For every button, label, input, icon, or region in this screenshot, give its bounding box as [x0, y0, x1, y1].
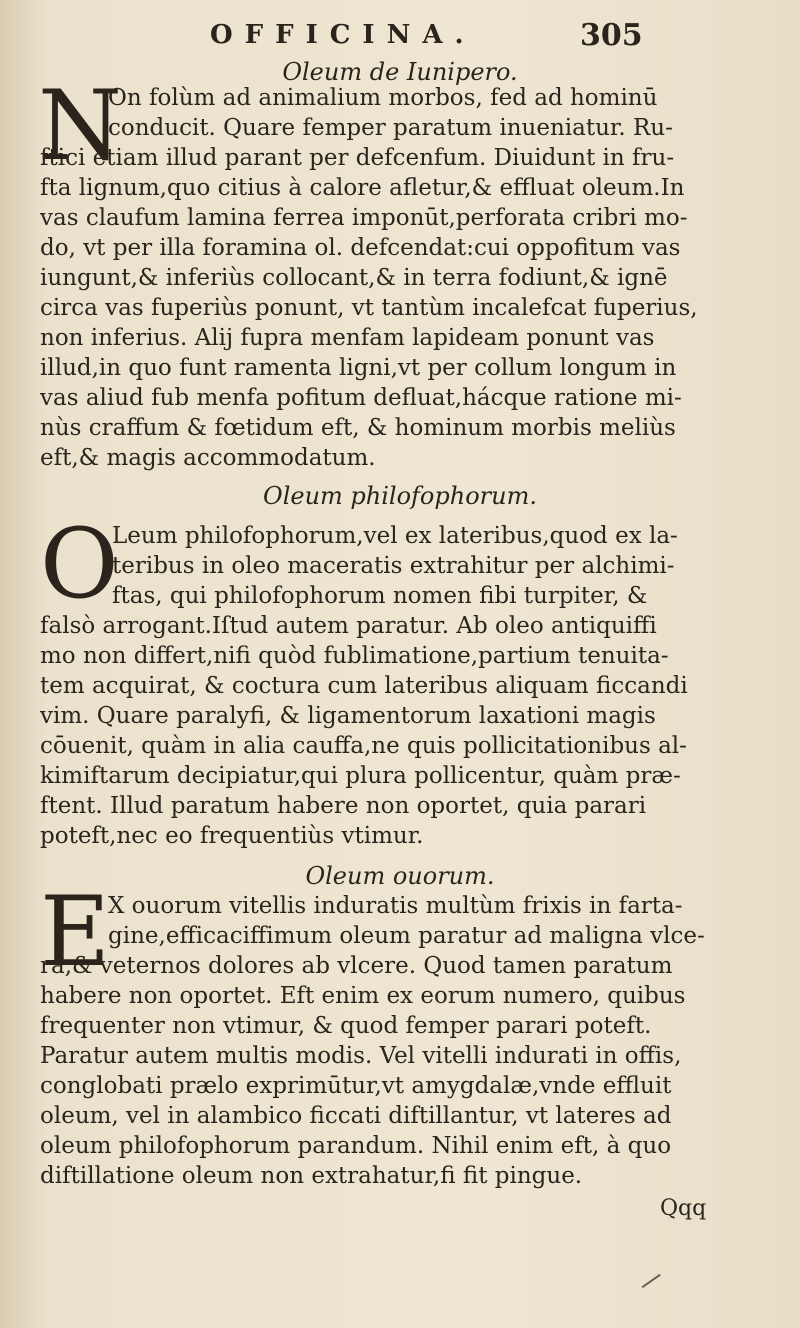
text-line: ftici etiam illud parant per defcenfum. Diuidunt in fru-	[40, 145, 675, 171]
text-line: frequenter non vtimur, & quod femper parari poteft.	[40, 1013, 652, 1039]
text-line: ftent. Illud paratum habere non oportet, quia parari	[40, 793, 647, 819]
text-line: ra,& veternos dolores ab vlcere. Quod tamen paratum	[40, 953, 673, 979]
text-line: circa vas fuperiùs ponunt, vt tantùm incalefcat fuperius,	[40, 295, 698, 321]
text-line: Paratur autem multis modis. Vel vitelli indurati in offis,	[40, 1043, 682, 1069]
text-line: teribus in oleo maceratis extrahitur per alchimi-	[112, 553, 675, 579]
text-line: vas aliud fub menfa pofitum defluat,hácque ratione mi-	[40, 385, 682, 411]
text-line: non inferius. Alij fupra menfam lapideam ponunt vas	[40, 325, 655, 351]
text-line: nùs craffum & fœtidum eft, & hominum morbis meliùs	[40, 415, 676, 441]
text-line: oleum, vel in alambico ficcati diftillantur, vt lateres ad	[40, 1103, 672, 1129]
text-line: cōuenit, quàm in alia cauffa,ne quis pollicitationibus al-	[40, 733, 687, 759]
drop-initial: E	[40, 876, 111, 988]
text-line: On folùm ad animalium morbos, fed ad hominū	[108, 85, 658, 111]
drop-initial: O	[40, 508, 119, 620]
text-line: gine,efficaciffimum oleum paratur ad maligna vlce-	[108, 923, 705, 949]
text-line: habere non oportet. Eft enim ex eorum numero, quibus	[40, 983, 686, 1009]
text-line: fta lignum,quo citius à calore afletur,& effluat oleum.In	[40, 175, 685, 201]
text-line: iungunt,& inferiùs collocant,& in terra fodiunt,& ignē	[40, 265, 668, 291]
text-line: ftas, qui philofophorum nomen fibi turpiter, &	[112, 583, 648, 609]
ink-mark	[642, 1274, 661, 1288]
section-title: Oleum ouorum.	[305, 862, 495, 890]
running-head	[0, 18, 800, 52]
text-line: illud,in quo funt ramenta ligni,vt per collum longum in	[40, 355, 677, 381]
text-line: do, vt per illa foramina ol. defcendat:cui oppofitum vas	[40, 235, 681, 261]
text-line: diftillatione oleum non extrahatur,fi fit pingue.	[40, 1163, 583, 1189]
text-line: conglobati prælo exprimūtur,vt amygdalæ,vnde effluit	[40, 1073, 672, 1099]
text-line: X ouorum vitellis induratis multùm frixis in farta-	[108, 893, 683, 919]
drop-initial: N	[38, 70, 122, 182]
page-number: 305	[580, 18, 643, 53]
text-line: mo non differt,nifi quòd fublimatione,partium tenuita-	[40, 643, 669, 669]
text-line: oleum philofophorum parandum. Nihil enim eft, à quo	[40, 1133, 672, 1159]
catchword: Qqq	[660, 1196, 707, 1221]
section-title: Oleum de Iunipero.	[282, 58, 518, 86]
text-line: conducit. Quare femper paratum inueniatur. Ru-	[108, 115, 673, 141]
text-line: vim. Quare paralyfi, & ligamentorum laxationi magis	[40, 703, 656, 729]
text-line: falsò arrogant.Iſtud autem paratur. Ab oleo antiquiffi	[40, 613, 657, 639]
text-line: vas claufum lamina ferrea imponūt,perforata cribri mo-	[40, 205, 688, 231]
text-line: Leum philofophorum,vel ex lateribus,quod ex la-	[112, 523, 678, 549]
text-line: tem acquirat, & coctura cum lateribus aliquam ficcandi	[40, 673, 688, 699]
text-line: kimiftarum decipiatur,qui plura pollicentur, quàm præ-	[40, 763, 681, 789]
text-line: poteft,nec eo frequentiùs vtimur.	[40, 823, 424, 849]
section-title: Oleum philofophorum.	[263, 482, 537, 510]
text-line: eft,& magis accommodatum.	[40, 445, 376, 471]
running-title: OFFICINA.	[210, 20, 476, 50]
